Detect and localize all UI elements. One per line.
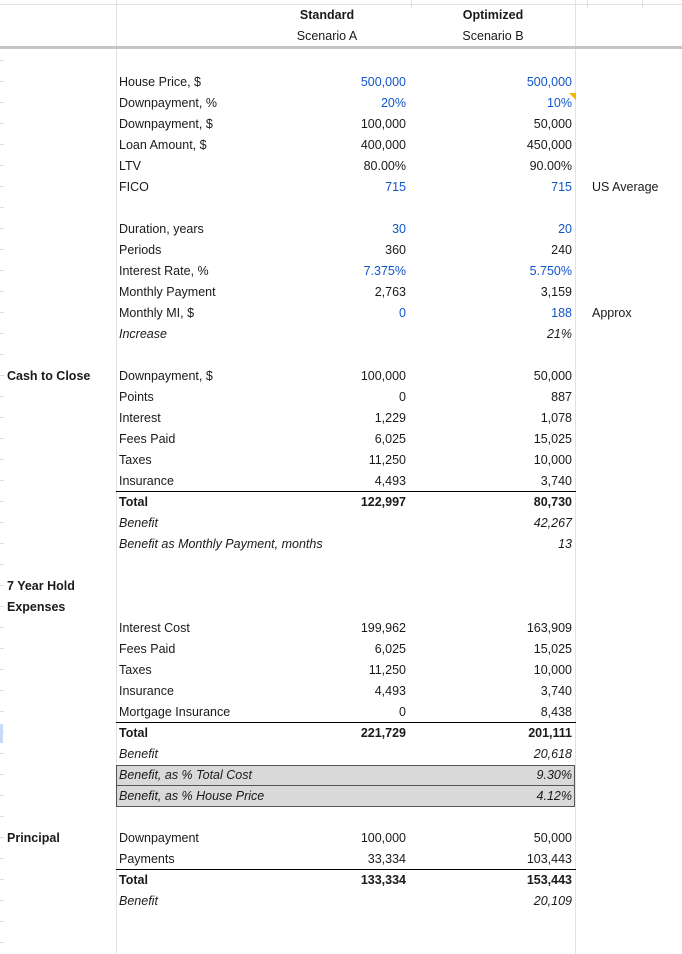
row-label[interactable]: Taxes: [119, 453, 152, 467]
row-label[interactable]: Fees Paid: [119, 642, 176, 656]
scenario-a-value[interactable]: 2,763: [374, 285, 406, 299]
section-label[interactable]: Principal: [7, 831, 60, 845]
scenario-a-value[interactable]: 0: [399, 705, 406, 719]
scenario-a-value[interactable]: 6,025: [374, 642, 406, 656]
scenario-a-value[interactable]: 400,000: [360, 138, 406, 152]
scenario-a-value[interactable]: 7.375%: [363, 264, 406, 278]
scenario-a-value[interactable]: 4,493: [374, 684, 406, 698]
scenario-b-value[interactable]: 5.750%: [529, 264, 572, 278]
row-label[interactable]: Downpayment, $: [119, 369, 213, 383]
scenario-b-value[interactable]: 3,159: [540, 285, 572, 299]
scenario-b-value[interactable]: 103,443: [526, 852, 572, 866]
section-label[interactable]: 7 Year Hold: [7, 579, 75, 593]
scenario-a-value[interactable]: 4,493: [374, 474, 406, 488]
scenario-a-value[interactable]: 199,962: [360, 621, 406, 635]
row-label[interactable]: Monthly MI, $: [119, 306, 195, 320]
row-label[interactable]: Interest Cost: [119, 621, 190, 635]
scenario-a-value[interactable]: 0: [399, 390, 406, 404]
row-label[interactable]: Total: [119, 726, 148, 740]
col-b-subtitle[interactable]: Scenario B: [462, 29, 524, 43]
scenario-b-value[interactable]: 13: [558, 537, 572, 551]
scenario-a-value[interactable]: 122,997: [360, 495, 406, 509]
row-label[interactable]: Total: [119, 873, 148, 887]
selected-row-indicator: [0, 724, 3, 743]
scenario-b-value[interactable]: 50,000: [533, 117, 572, 131]
scenario-b-value[interactable]: 3,740: [540, 474, 572, 488]
scenario-b-value[interactable]: 887: [551, 390, 572, 404]
col-b-title[interactable]: Optimized: [462, 8, 524, 22]
highlight-divider: [116, 785, 575, 786]
scenario-b-value[interactable]: 715: [551, 180, 572, 194]
scenario-a-value[interactable]: 11,250: [368, 453, 406, 467]
row-label[interactable]: Fees Paid: [119, 432, 176, 446]
row-label[interactable]: Points: [119, 390, 154, 404]
scenario-b-value[interactable]: 10,000: [533, 453, 572, 467]
row-label[interactable]: Downpayment, $: [119, 117, 213, 131]
row-label[interactable]: Insurance: [119, 684, 174, 698]
scenario-b-value[interactable]: 50,000: [533, 831, 572, 845]
scenario-b-value[interactable]: 500,000: [526, 75, 572, 89]
scenario-a-value[interactable]: 11,250: [368, 663, 406, 677]
row-label[interactable]: Benefit as Monthly Payment, months: [119, 537, 323, 551]
row-label[interactable]: Downpayment: [119, 831, 199, 845]
total-separator-line: [116, 869, 576, 870]
row-label[interactable]: Interest Rate, %: [119, 264, 209, 278]
total-separator-line: [116, 722, 576, 723]
scenario-a-value[interactable]: 100,000: [360, 831, 406, 845]
row-label[interactable]: Periods: [119, 243, 162, 257]
scenario-b-value[interactable]: 240: [551, 243, 572, 257]
scenario-b-value[interactable]: 80,730: [533, 495, 572, 509]
row-note[interactable]: US Average: [592, 180, 659, 194]
scenario-a-value[interactable]: 1,229: [374, 411, 406, 425]
scenario-a-value[interactable]: 221,729: [360, 726, 406, 740]
scenario-b-value[interactable]: 201,111: [528, 726, 572, 740]
scenario-a-value[interactable]: 715: [385, 180, 406, 194]
scenario-b-value[interactable]: 4.12%: [536, 789, 572, 803]
scenario-b-value[interactable]: 20,618: [533, 747, 572, 761]
row-label[interactable]: Insurance: [119, 474, 174, 488]
scenario-b-value[interactable]: 15,025: [533, 642, 572, 656]
row-label[interactable]: Benefit: [119, 894, 158, 908]
scenario-b-value[interactable]: 10%: [546, 96, 572, 110]
row-label[interactable]: Benefit, as % Total Cost: [119, 768, 252, 782]
row-label[interactable]: FICO: [119, 180, 149, 194]
scenario-b-value[interactable]: 50,000: [533, 369, 572, 383]
scenario-a-value[interactable]: 33,334: [367, 852, 406, 866]
total-separator-line: [116, 491, 576, 492]
scenario-a-value[interactable]: 100,000: [360, 369, 406, 383]
scenario-b-value[interactable]: 163,909: [526, 621, 572, 635]
row-label[interactable]: Payments: [119, 852, 175, 866]
scenario-b-value[interactable]: 20,109: [533, 894, 572, 908]
row-label[interactable]: Increase: [119, 327, 167, 341]
scenario-a-value[interactable]: 30: [392, 222, 406, 236]
scenario-b-value[interactable]: 90.00%: [529, 159, 572, 173]
scenario-a-value[interactable]: 500,000: [360, 75, 406, 89]
section-label[interactable]: Expenses: [7, 600, 66, 614]
row-label[interactable]: Mortgage Insurance: [119, 705, 231, 719]
scenario-a-value[interactable]: 100,000: [360, 117, 406, 131]
scenario-b-value[interactable]: 1,078: [540, 411, 572, 425]
scenario-a-value[interactable]: 133,334: [360, 873, 406, 887]
scenario-b-value[interactable]: 42,267: [533, 516, 572, 530]
row-label[interactable]: Downpayment, %: [119, 96, 217, 110]
frozen-header-divider: [0, 46, 682, 49]
row-label[interactable]: Benefit: [119, 747, 158, 761]
row-label[interactable]: Monthly Payment: [119, 285, 216, 299]
scenario-b-value[interactable]: 21%: [546, 327, 572, 341]
scenario-a-value[interactable]: 20%: [380, 96, 406, 110]
row-label[interactable]: House Price, $: [119, 75, 201, 89]
scenario-b-value[interactable]: 153,443: [526, 873, 572, 887]
scenario-a-value[interactable]: 80.00%: [363, 159, 406, 173]
scenario-a-value[interactable]: 6,025: [374, 432, 406, 446]
row-label[interactable]: LTV: [119, 159, 141, 173]
scenario-a-value[interactable]: 360: [385, 243, 406, 257]
row-label[interactable]: Duration, years: [119, 222, 204, 236]
row-label[interactable]: Interest: [119, 411, 161, 425]
row-label[interactable]: Total: [119, 495, 148, 509]
scenario-b-value[interactable]: 9.30%: [536, 768, 572, 782]
section-label[interactable]: Cash to Close: [7, 369, 91, 383]
scenario-b-value[interactable]: 188: [551, 306, 572, 320]
col-a-title[interactable]: Standard: [299, 8, 355, 22]
scenario-b-value[interactable]: 8,438: [540, 705, 572, 719]
scenario-b-value[interactable]: 450,000: [526, 138, 572, 152]
scenario-b-value[interactable]: 15,025: [533, 432, 572, 446]
scenario-b-value[interactable]: 3,740: [540, 684, 572, 698]
scenario-b-value[interactable]: 20: [558, 222, 572, 236]
scenario-a-value[interactable]: 0: [399, 306, 406, 320]
row-label[interactable]: Benefit: [119, 516, 158, 530]
comment-marker-icon[interactable]: [569, 93, 576, 100]
row-note[interactable]: Approx: [592, 306, 632, 320]
scenario-b-value[interactable]: 10,000: [533, 663, 572, 677]
row-label[interactable]: Loan Amount, $: [119, 138, 207, 152]
col-a-subtitle[interactable]: Scenario A: [296, 29, 358, 43]
row-label[interactable]: Taxes: [119, 663, 152, 677]
row-label[interactable]: Benefit, as % House Price: [119, 789, 265, 803]
